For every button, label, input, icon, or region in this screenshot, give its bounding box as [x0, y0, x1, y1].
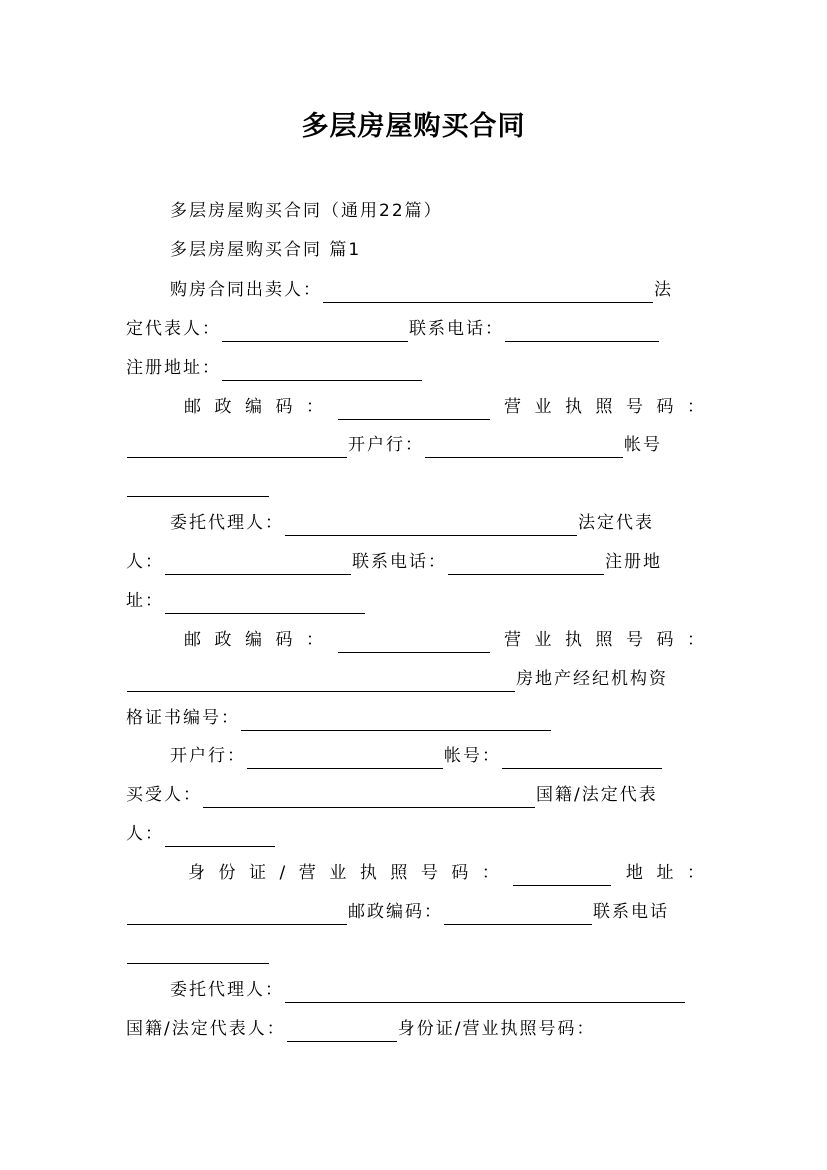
agent1-address-line: [126, 588, 704, 614]
seller-address-line: [126, 355, 704, 381]
agent1-cert-blank[interactable]: [241, 713, 551, 731]
buyer-blank[interactable]: [203, 790, 535, 808]
agent1-license-char: 营: [504, 630, 521, 650]
agent1-license-char: ：: [687, 630, 704, 650]
agent2-id-label: 身份证/营业执照号码：: [397, 1019, 596, 1039]
document-title: 多层房屋购买合同: [301, 111, 526, 142]
agent1-phone-blank[interactable]: [448, 557, 604, 575]
buyer-address-blank[interactable]: [127, 907, 347, 925]
seller-legal-rep-blank[interactable]: [222, 324, 408, 342]
buyer-id-char: 照: [390, 863, 408, 883]
agent1-address-blank[interactable]: [165, 596, 365, 614]
agent1-license-char: 业: [534, 630, 552, 650]
buyer-id-char: 号: [420, 863, 438, 883]
agent1-legal-rep-line: [126, 549, 704, 575]
buyer-id-char: 营: [298, 863, 316, 883]
seller-line: [126, 277, 704, 303]
agent1-postcode-char: ：: [306, 630, 323, 650]
agent1-label: 委托代理人：: [170, 513, 284, 533]
agent1-postcode-char: 码: [275, 630, 293, 650]
buyer-phone-blank[interactable]: [127, 946, 269, 964]
seller-license-char: 照: [595, 397, 613, 417]
agent1-account-blank[interactable]: [502, 751, 662, 769]
agent1-line: [126, 510, 704, 536]
seller-license-char: 业: [534, 397, 552, 417]
seller-postcode-char: 邮: [184, 397, 201, 417]
agent1-cert-number-line: [126, 705, 704, 731]
agent1-legal-rep-label: 人：: [126, 552, 164, 572]
agent1-account-label: 帐号：: [444, 746, 501, 766]
seller-license-blank[interactable]: [127, 440, 347, 458]
agent1-legal-rep-label-start: 法定代表: [578, 513, 654, 533]
buyer-nation-blank[interactable]: [165, 829, 275, 847]
agent1-license-char: 号: [626, 630, 643, 650]
agent1-cert-label: 格证书编号：: [126, 708, 240, 728]
seller-postcode-char: 政: [214, 397, 232, 417]
agent1-cert-label-start: 房地产经纪机构资: [516, 669, 668, 689]
seller-account-blank[interactable]: [127, 479, 269, 497]
buyer-postcode-blank[interactable]: [444, 907, 592, 925]
buyer-address-char: 址: [656, 863, 674, 883]
agent2-blank[interactable]: [285, 985, 685, 1003]
buyer-address-char: 地: [625, 863, 643, 883]
seller-legal-rep-label-start: 法: [654, 280, 673, 300]
agent1-phone-label: 联系电话：: [352, 552, 447, 572]
agent1-license-char: 照: [595, 630, 613, 650]
buyer-address-char: ：: [686, 863, 704, 883]
seller-blank[interactable]: [323, 285, 653, 303]
buyer-label: 买受人：: [126, 785, 202, 805]
agent1-postcode-line: [126, 627, 704, 653]
seller-license-char: ：: [687, 397, 704, 417]
document-subtitle: 多层房屋购买合同（通用22篇）: [170, 201, 443, 221]
buyer-id-char: 证: [249, 863, 267, 883]
buyer-id-line: [126, 860, 704, 886]
seller-postcode-char: 码: [275, 397, 293, 417]
seller-bank-label: 开户行：: [348, 435, 424, 455]
seller-postcode-blank[interactable]: [338, 402, 490, 420]
seller-license-char: 号: [626, 397, 643, 417]
seller-phone-blank[interactable]: [505, 324, 659, 342]
agent2-nation-blank[interactable]: [287, 1024, 397, 1042]
buyer-id-char: 业: [329, 863, 347, 883]
agent1-postcode-char: 政: [214, 630, 232, 650]
buyer-id-char: 执: [359, 863, 377, 883]
seller-legal-rep-line: [126, 316, 704, 342]
agent1-bank-label: 开户行：: [170, 746, 246, 766]
agent1-license-char: 码: [656, 630, 674, 650]
seller-phone-label: 联系电话：: [409, 319, 504, 339]
agent1-license-blank[interactable]: [127, 674, 515, 692]
seller-legal-rep-label: 定代表人：: [126, 319, 221, 339]
agent1-bank-blank[interactable]: [247, 751, 443, 769]
buyer-postcode-label: 邮政编码：: [348, 902, 443, 922]
seller-bank-line: [126, 432, 704, 458]
buyer-id-char: /: [279, 863, 286, 883]
agent1-postcode-char: 编: [245, 630, 262, 650]
buyer-id-char: 码: [451, 863, 469, 883]
agent2-nation-line: [126, 1016, 704, 1042]
agent1-cert-line: [126, 666, 704, 692]
buyer-postcode-line: [126, 899, 704, 925]
section-heading: 多层房屋购买合同 篇1: [170, 240, 362, 260]
seller-postcode-char: 编: [245, 397, 262, 417]
seller-address-label: 注册地址：: [126, 358, 221, 378]
seller-address-blank[interactable]: [222, 363, 422, 381]
agent1-blank[interactable]: [285, 518, 577, 536]
agent1-postcode-char: 邮: [184, 630, 201, 650]
buyer-phone-line: [126, 938, 704, 964]
agent1-address-label-start: 注册地: [605, 552, 662, 572]
agent2-nation-label: 国籍/法定代表人：: [126, 1019, 286, 1039]
agent2-line: [126, 977, 704, 1003]
buyer-nation-label: 人：: [126, 824, 164, 844]
buyer-nation-label-start: 国籍/法定代表: [536, 785, 658, 805]
agent1-legal-rep-blank[interactable]: [165, 557, 351, 575]
seller-account-line: [126, 471, 704, 497]
seller-account-label: 帐号: [624, 435, 662, 455]
seller-postcode-line: [126, 394, 704, 420]
agent1-postcode-blank[interactable]: [338, 635, 490, 653]
agent1-address-label: 址：: [126, 591, 164, 611]
agent1-bank-line: [126, 743, 704, 769]
seller-license-char: 执: [565, 397, 582, 417]
agent2-label: 委托代理人：: [170, 980, 284, 1000]
buyer-id-blank[interactable]: [513, 868, 611, 886]
seller-license-char: 营: [504, 397, 521, 417]
buyer-id-char: 身: [188, 863, 205, 883]
buyer-id-char: 份: [218, 863, 236, 883]
seller-bank-blank[interactable]: [425, 440, 623, 458]
buyer-id-char: ：: [481, 863, 499, 883]
buyer-nation-line: [126, 821, 704, 847]
seller-license-char: 码: [656, 397, 674, 417]
agent1-license-char: 执: [565, 630, 582, 650]
buyer-line: [126, 782, 704, 808]
seller-label: 购房合同出卖人：: [170, 280, 322, 300]
buyer-phone-label: 联系电话: [593, 902, 669, 922]
seller-postcode-char: ：: [306, 397, 323, 417]
